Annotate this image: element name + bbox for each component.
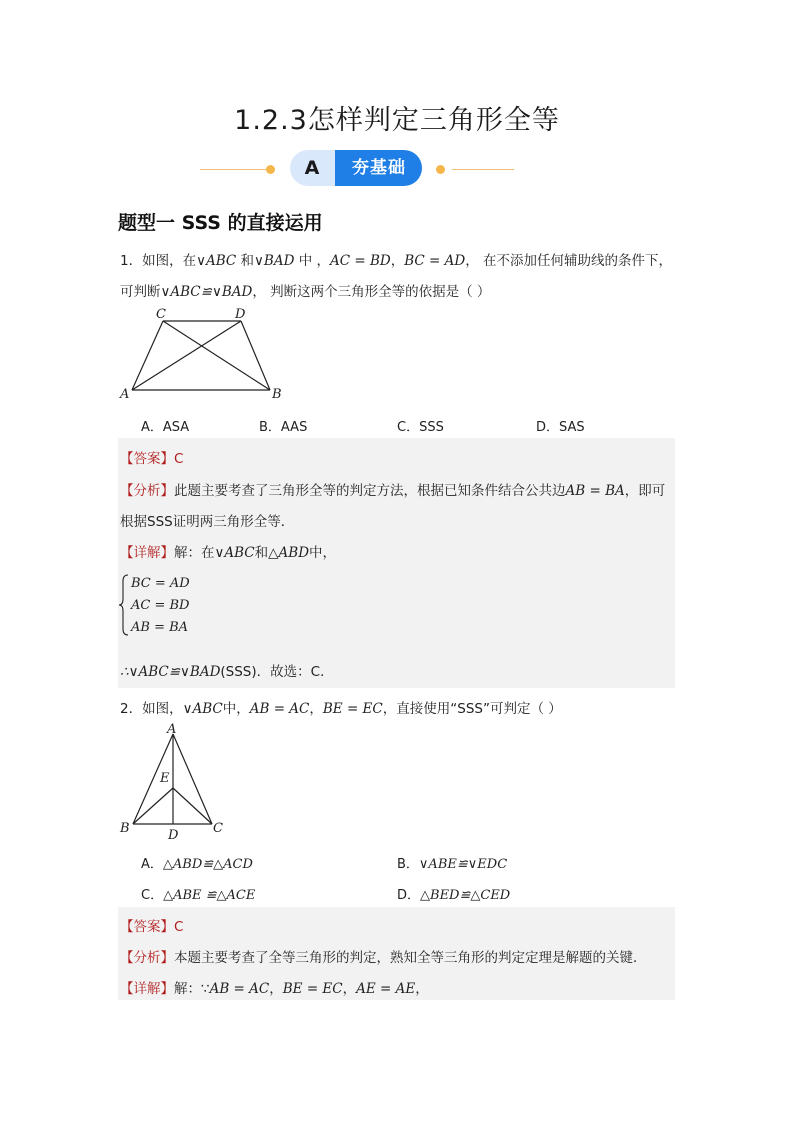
banner-letter: A (304, 157, 320, 179)
q1-analysis-text: ，即可 (624, 483, 666, 499)
q2-figure (115, 722, 230, 842)
q2-detail-eq-1: AB = AC (209, 981, 270, 997)
q2-detail (120, 977, 429, 997)
q1-analysis-eq: AB = BA (565, 483, 625, 499)
q2-detail-text: 解：∵ (174, 981, 210, 997)
q1-detail-text: 和 (254, 545, 269, 561)
q1-system-eq-3: AB = BA (131, 620, 189, 635)
q2-answer-value: C (174, 919, 184, 935)
q2-label-e: E (160, 771, 170, 786)
q1-text: 可判断 (120, 284, 161, 300)
q1-option-c: C．SSS (397, 420, 444, 435)
q2-answer (120, 915, 183, 935)
q1-eq-bc-ad: BC = AD (404, 253, 466, 269)
q2-eq-be-ec: BE = EC (322, 701, 383, 717)
q2-detail-text: ， (342, 981, 357, 997)
q1-answer (120, 447, 183, 467)
q1-detail-text: 解：在 (174, 545, 215, 561)
q1-line2 (120, 280, 490, 300)
q2-option-d-prefix: D． (397, 888, 421, 903)
q2-detail-eq-2: BE = EC (282, 981, 343, 997)
q1-analysis-text: 此题主要考查了三角形全等的判定方法，根据已知条件结合公共边 (174, 483, 566, 499)
q2-detail-label: 【详解】 (120, 981, 174, 997)
banner-dot-right (436, 165, 445, 174)
q1-label-d: D (235, 307, 246, 322)
q2-answer-label: 【答案】 (120, 919, 174, 935)
q1-statement: ∨ABC≌∨BAD (160, 284, 253, 300)
q1-conclusion (120, 660, 334, 680)
q1-eq-ac-bd: AC = BD (330, 253, 391, 269)
q2-analysis (120, 946, 647, 966)
q2-option-a (141, 853, 253, 872)
q1-answer-value: C (174, 451, 184, 467)
q2-segment-ce (173, 788, 212, 824)
q1-text: ， (390, 253, 405, 269)
q2-detail-text: ， (269, 981, 283, 997)
q1-detail-label: 【详解】 (120, 545, 174, 561)
banner-line-right (452, 169, 514, 170)
q1-figure (115, 305, 290, 405)
q1-detail-triangle: △ABD (268, 545, 310, 561)
q2-label-b: B (120, 821, 130, 836)
q1-conclusion-stmt: ∴∨ABC≌∨BAD (120, 664, 221, 680)
q2-eq-ab-ac: AB = AC (249, 701, 310, 717)
q1-text: ， 在不添加任何辅助线的条件下， (465, 253, 672, 269)
q1-line1 (120, 249, 672, 269)
q2-option-a-prefix: A． (141, 857, 163, 872)
q1-triangle-abc: ∨ABC (196, 253, 237, 269)
q1-text: 1．如图，在 (120, 253, 197, 269)
q1-segment-ad (132, 321, 241, 390)
q1-label-a: A (120, 387, 130, 402)
q1-label-b: B (272, 387, 282, 402)
q1-answer-box (118, 438, 675, 688)
q1-analysis-line2: 根据SSS证明两三角形全等． (120, 514, 295, 530)
q2-label-d: D (168, 828, 179, 842)
q1-text: 和 (236, 253, 255, 269)
q2-option-c (141, 884, 255, 903)
q1-system-eq-1: BC = AD (131, 576, 190, 591)
q1-system-eq-2: AC = BD (131, 598, 190, 613)
q2-option-a-text: △ABD≌△ACD (162, 857, 253, 872)
q1-option-b: B．AAS (259, 420, 308, 435)
q1-answer-label: 【答案】 (120, 451, 174, 467)
q1-segment-bd (241, 321, 270, 390)
q1-segment-bc (163, 321, 270, 390)
banner-line-left (200, 169, 272, 170)
q1-detail-text: 中， (309, 545, 337, 561)
q2-analysis-label: 【分析】 (120, 950, 174, 966)
q1-option-d: D．SAS (536, 420, 585, 435)
q1-system-brace (118, 573, 130, 637)
banner-badge (290, 150, 422, 186)
q2-text: ， (309, 701, 323, 717)
q2-option-b-text: ∨ABE≌∨EDC (418, 857, 508, 872)
q2-option-d-text: △BED≌△CED (420, 888, 511, 903)
q1-analysis-line1 (120, 479, 665, 499)
q1-option-a: A．ASA (141, 420, 190, 435)
q2-label-c: C (213, 821, 223, 836)
section-heading: 题型一 SSS 的直接运用 (118, 212, 323, 234)
q2-label-a: A (167, 722, 177, 737)
q2-segment-ac (173, 734, 212, 824)
q1-analysis-label: 【分析】 (120, 483, 174, 499)
q2-text: 中， (222, 701, 250, 717)
q2-text: ，直接使用“SSS”可判定（ ） (382, 701, 562, 717)
q1-text: ， 判断这两个三角形全等的依据是（ ） (252, 284, 491, 300)
section-banner (196, 150, 598, 188)
q2-option-b (397, 853, 507, 872)
q1-detail-triangle: ∨ABC (214, 545, 255, 561)
q2-analysis-text: 本题主要考查了全等三角形的判定，熟知全等三角形的判定定理是解题的关键． (174, 950, 647, 966)
banner-label: 夯基础 (352, 158, 406, 178)
q1-label-c: C (156, 307, 166, 322)
q2-triangle: ∨ABC (182, 701, 223, 717)
q1-detail (120, 541, 336, 561)
q2-detail-eq-3: AE = AE (356, 981, 416, 997)
q2-line1 (120, 697, 562, 717)
q2-option-c-text: △ABE ≌△ACE (163, 888, 256, 903)
q1-conclusion-text: ．故选：C． (256, 664, 334, 680)
page-title: 1.2.3怎样判定三角形全等 (234, 105, 560, 136)
q2-detail-text: ， (415, 981, 429, 997)
banner-dot-left (266, 165, 275, 174)
q2-text: 2．如图， (120, 701, 183, 717)
q2-option-b-prefix: B． (397, 857, 419, 872)
q2-option-c-prefix: C． (141, 888, 164, 903)
q1-triangle-bad: ∨BAD (254, 253, 295, 269)
q1-conclusion-reason: (SSS) (220, 664, 257, 680)
q2-option-d (397, 884, 510, 903)
q1-text: 中 ， (294, 253, 330, 269)
q2-segment-be (133, 788, 173, 824)
